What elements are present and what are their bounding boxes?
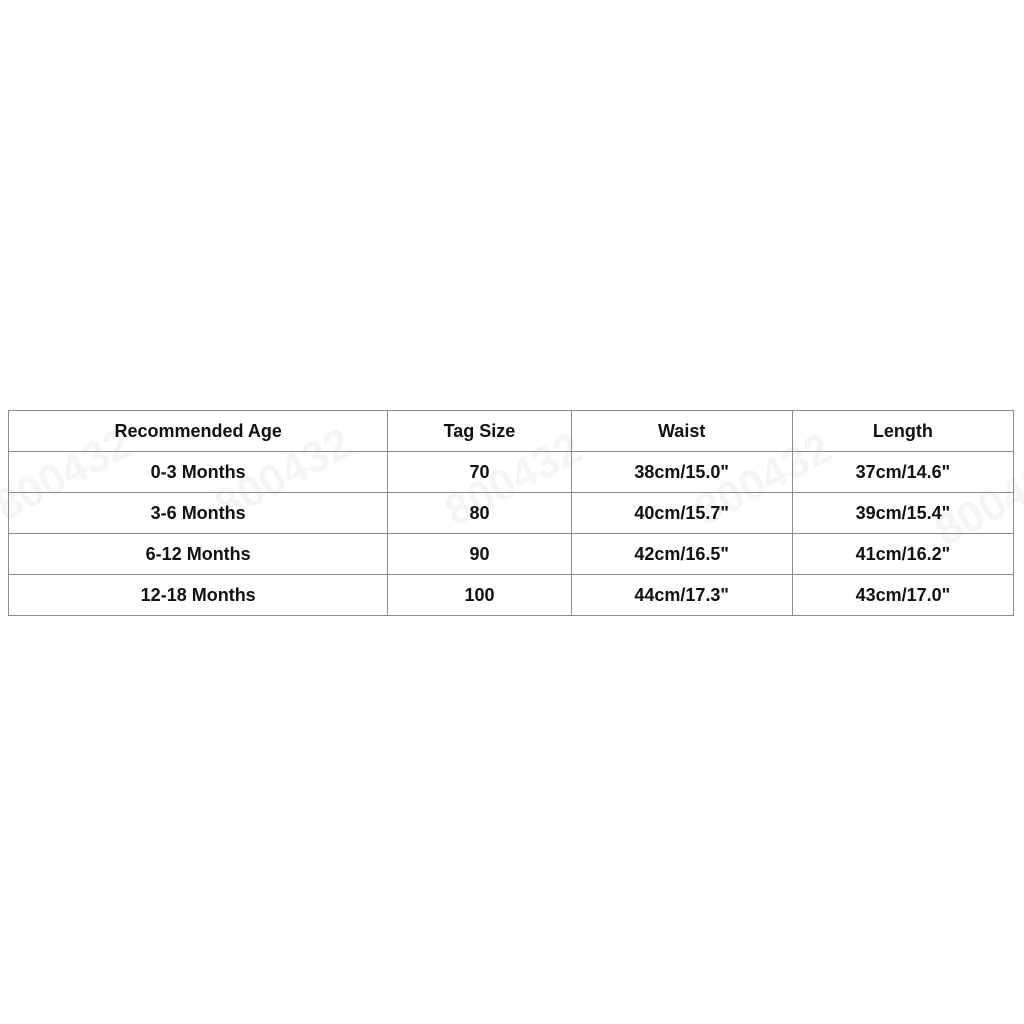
cell-age: 12-18 Months <box>9 575 388 616</box>
header-length: Length <box>792 411 1013 452</box>
table-row <box>9 452 1014 493</box>
cell-length: 41cm/16.2" <box>792 534 1013 575</box>
cell-age: 0-3 Months <box>9 452 388 493</box>
table-row <box>9 575 1014 616</box>
cell-waist: 40cm/15.7" <box>571 493 792 534</box>
cell-age: 6-12 Months <box>9 534 388 575</box>
header-recommended-age: Recommended Age <box>9 411 388 452</box>
header-waist: Waist <box>571 411 792 452</box>
cell-tag-size: 80 <box>388 493 571 534</box>
cell-length: 43cm/17.0" <box>792 575 1013 616</box>
cell-waist: 42cm/16.5" <box>571 534 792 575</box>
table-header-row <box>9 411 1014 452</box>
table-row <box>9 493 1014 534</box>
cell-waist: 44cm/17.3" <box>571 575 792 616</box>
cell-tag-size: 90 <box>388 534 571 575</box>
table-row <box>9 534 1014 575</box>
header-tag-size: Tag Size <box>388 411 571 452</box>
size-chart-table <box>8 410 1014 616</box>
cell-tag-size: 70 <box>388 452 571 493</box>
cell-length: 37cm/14.6" <box>792 452 1013 493</box>
cell-waist: 38cm/15.0" <box>571 452 792 493</box>
cell-age: 3-6 Months <box>9 493 388 534</box>
cell-tag-size: 100 <box>388 575 571 616</box>
cell-length: 39cm/15.4" <box>792 493 1013 534</box>
